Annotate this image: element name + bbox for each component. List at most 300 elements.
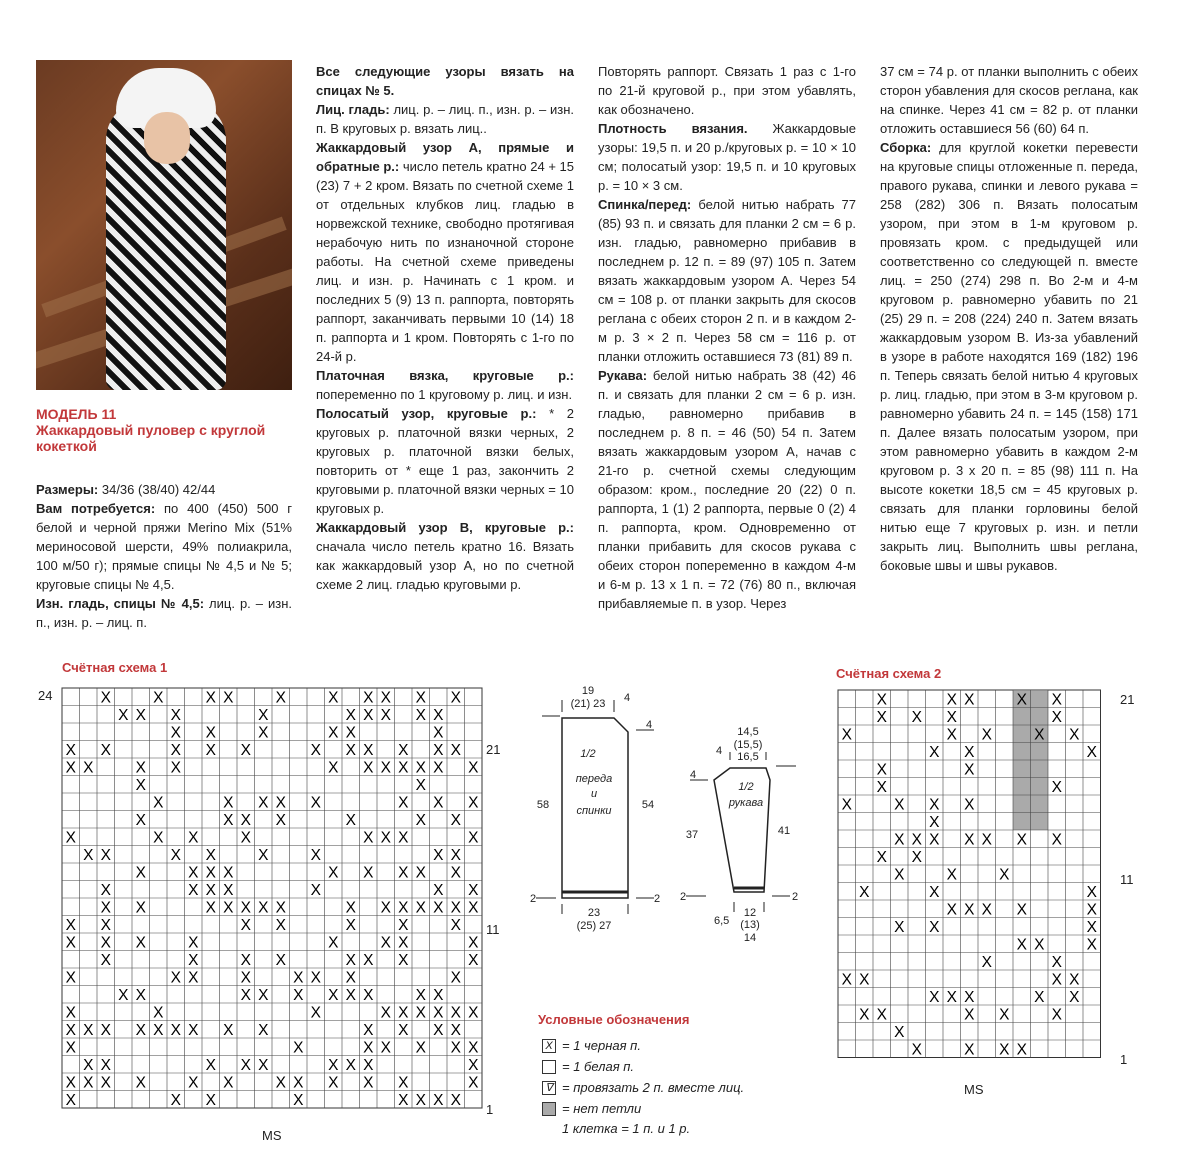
stitch-black: X [433,987,444,1004]
stitch-black: X [468,1057,479,1074]
stitch-black: X [964,796,975,814]
col2-paragraph: Плотность вязания. Жаккардовые узоры: 19,5 п. и 20 р./круговых р. = 10 × 10 см; полосатый узор: 19,5 п. и 10 круговых р. = 10 × 3 см. [598,121,856,193]
stitch-black: X [345,742,356,759]
stitch-black: X [415,777,426,794]
stitch-black: X [205,864,216,882]
stitch-black: X [328,759,339,777]
stitch-black: X [240,969,251,987]
stitch-black: X [450,917,461,934]
stitch-black: X [328,864,339,882]
stitch-black: X [363,1022,374,1039]
sleeve-left-dim: 37 [685,829,699,841]
col2-paragraph: Рукава: белой нитью набрать 38 (42) 46 п. и связать для планки 2 см = 6 р. изн. гладью, равномерно прибавив в последнем р. 8 п. = 46 (50) 54 п. Затем вязать жаккардовым узором А, начав с 21-го р. счетной схемы следующим образом: кром., последние 20 (22) 0 п. раппорта, 1 (1) 2 раппорта, первые 0 (2) 4 п. раппорта, кром. Одновременно от планки прибавить для скосов рукава с обеих сторон попеременно в каждом 4-м и 6-м р. 13 х 1 п. = 72 (76) 80 п., включая прибавляемые п. в узор. Через [598,368,856,611]
stitch-black: X [894,866,905,884]
stitch-black: X [894,1024,905,1041]
stitch-black: X [100,1074,111,1092]
stitch-black: X [415,1092,426,1109]
stitch-black: X [398,759,409,777]
stitch-black: X [83,1057,94,1074]
sleeve-bot-dim2: (13) [740,919,760,931]
stitch-black: X [876,1006,887,1024]
stitch-black: X [328,987,339,1004]
stitch-black: X [964,691,975,709]
col3-paragraph: Сборка: для круглой кокетки перевести на круговые спицы отложенные п. переда, правого рукава, спинки и левого рукава = 258 (282) 306 п. Вязать полосатым узором, при этом в 1-м круговом р. провязать кром. с предыдущей или соответственно со следующей п. вместе лиц. = 250 (274) 298 п. Во 2-м и 4-м круговом р. равномерно убавить по 21 (25) 29 п. = 208 (224) 240 п. Затем вязать жаккардовым узором В. Из-за убавлений в узоре в работе находятся 169 (182) 196 п. Теперь связать белой нитью 4 круговых р. лиц. гладью, при этом в 3-м круговом р. равномерно убавить 24 п. = 145 (158) 171 п. Далее вязать полосатым узором, при этом равномерно убавить в каждом 2-м круговом р. 3 х 20 п. = 85 (98) 111 п. На высоте кокетки 18,5 см = 45 круговых р. связать для планки горловины белой нитью еще 7 круговых р. изн. и петли закрыть лиц. Выполнить швы реглана, боковые швы и швы рукавов. [880,140,1138,573]
stitch-black: X [450,847,461,864]
stitch-black: X [100,742,111,759]
stitch-black: X [1069,971,1080,989]
stitch-black: X [876,779,887,796]
chart1-title: Счётная схема 1 [62,660,168,675]
stitch-black: X [398,952,409,969]
stitch-black: X [981,954,992,971]
stitch-black: X [188,829,199,847]
stitch-black: X [100,847,111,864]
stitch-black: X [345,724,356,742]
stitch-black: X [1051,954,1062,971]
stitch-black: X [65,759,76,777]
stitch-black: X [415,987,426,1004]
stitch-black: X [1016,936,1027,954]
stitch-black: X [1086,901,1097,919]
stitch-black: X [398,934,409,952]
col2-paragraph: Повторять раппорт. Связать 1 раз с 1-го по 21-й круговой р., при этом убавлять, как обозначено. [598,64,856,117]
stitch-black: X [65,742,76,759]
col3-paragraph: 37 см = 74 р. от планки выполнить с обеих сторон убавления для скосов реглана, как на спинке. Через 41 см = 82 р. от планки отложить оставшиеся 56 (60) 64 п. [880,64,1138,136]
sleeve-right-2: 2 [792,891,799,903]
stitch-black: X [468,1004,479,1022]
stitch-black: X [135,899,146,917]
stitch-black: X [205,742,216,759]
stitch-black: X [240,742,251,759]
stitch-black: X [223,864,234,882]
stitch-black: X [205,689,216,707]
stitch-black: X [929,884,940,901]
stitch-black: X [258,899,269,917]
stitch-black: X [450,899,461,917]
legend-white-icon [542,1060,556,1074]
stitch-black: X [1051,779,1062,796]
stitch-black: X [380,759,391,777]
stitch-black: X [1016,691,1027,709]
stitch-black: X [275,794,286,812]
stitch-black: X [398,829,409,847]
col1-paragraph: Все следующие узоры вязать на спицах № 5. [316,64,574,98]
stitch-black: X [328,934,339,952]
stitch-black: X [135,987,146,1004]
stitch-black: X [946,691,957,709]
stitch-black: X [170,724,181,742]
stitch-black: X [65,1004,76,1022]
sleeve-right-dim: 41 [777,825,791,837]
stitch-black: X [100,689,111,707]
stitch-black: X [433,724,444,742]
stitch-black: X [258,987,269,1004]
stitch-black: X [398,742,409,759]
body-bot-dim2: (25) 27 [576,920,612,932]
stitch-black: X [433,1022,444,1039]
stitch-black: X [188,1022,199,1039]
stitch-black: X [1086,884,1097,901]
stitch-black: X [929,814,940,831]
stitch-black: X [223,1074,234,1092]
chart1-ms: MS [262,1128,282,1143]
stitch-black: X [946,726,957,744]
body-label-2: переда [575,773,613,785]
stitch-black: X [911,849,922,866]
stitch-black: X [946,901,957,919]
stitch-black: X [328,1057,339,1074]
stitch-black: X [135,759,146,777]
stitch-black: X [964,901,975,919]
stitch-black: X [100,899,111,917]
stitch-black: X [310,742,321,759]
stitch-black: X [363,1057,374,1074]
stitch-black: X [433,794,444,812]
stitch-black: X [275,812,286,829]
stitch-black: X [398,1022,409,1039]
stitch-black: X [153,689,164,707]
stitch-black: X [188,969,199,987]
stitch-black: X [135,1074,146,1092]
stitch-black: X [1069,726,1080,744]
col0-paragraph: Вам потребуется: по 400 (450) 500 г белой и черной пряжи Merino Mix (51% мериносовой шерсти, 49% полиакрила, 100 м/50 г); прямые спицы № 4,5 и № 5; круговые спицы № 4,5. [36,501,292,592]
stitch-black: X [223,882,234,899]
stitch-black: X [65,917,76,934]
col1-paragraph: Платочная вязка, круговые р.: попеременно по 1 круговому р. лиц. и изн. [316,368,574,402]
stitch-black: X [293,1039,304,1057]
stitch-black: X [415,707,426,724]
stitch-black: X [415,1039,426,1057]
stitch-black: X [223,899,234,917]
stitch-black: X [310,794,321,812]
stitch-black: X [118,707,129,724]
stitch-black: X [398,864,409,882]
stitch-black: X [258,794,269,812]
stitch-black: X [363,1039,374,1057]
stitch-black: X [415,864,426,882]
stitch-black: X [1086,936,1097,954]
stitch-black: X [876,691,887,709]
col1-paragraph: Жаккардовый узор В, круговые р.: сначала число петель кратно 16. Вязать как жаккардовый узор А, но по счетной схеме 2 лиц. гладью круговыми р. [316,520,574,592]
stitch-black: X [433,882,444,899]
stitch-black: X [468,952,479,969]
body-right-dim: 54 [641,799,655,811]
stitch-black: X [100,917,111,934]
stitch-black: X [310,969,321,987]
stitch-black: X [345,969,356,987]
legend-black: = 1 черная п. [562,1038,641,1053]
stitch-black: X [859,971,870,989]
body-bot-dim: 23 [587,907,601,919]
stitch-black: X [153,1004,164,1022]
stitch-black: X [468,829,479,847]
stitch-black: X [188,934,199,952]
stitch-black: X [450,1022,461,1039]
stitch-black: X [153,1022,164,1039]
stitch-black: X [1051,709,1062,726]
stitch-black: X [999,1006,1010,1024]
stitch-black: X [929,744,940,761]
stitch-black: X [83,759,94,777]
stitch-black: X [981,901,992,919]
stitch-black: X [65,1022,76,1039]
body-left-2: 2 [530,893,537,905]
stitch-black: X [345,1057,356,1074]
stitch-black: X [223,1022,234,1039]
stitch-black: X [1034,936,1045,954]
stitch-black: X [310,882,321,899]
stitch-black: X [240,829,251,847]
stitch-black: X [363,742,374,759]
stitch-black: X [310,1004,321,1022]
stitch-black: X [450,864,461,882]
stitch-black: X [223,689,234,707]
body-left-dim: 58 [536,799,550,811]
stitch-black: X [258,847,269,864]
legend-none: = нет петли [562,1101,642,1116]
stitch-black: X [468,882,479,899]
stitch-black: X [205,847,216,864]
stitch-black: X [468,794,479,812]
stitch-black: X [240,1057,251,1074]
stitch-black: X [946,989,957,1006]
chart2-ms: MS [964,1082,984,1097]
stitch-black: X [135,864,146,882]
sleeve-side-dim: 6,5 [714,915,730,927]
stitch-black: X [240,987,251,1004]
stitch-black: X [433,1004,444,1022]
stitch-black: X [65,1092,76,1109]
stitch-black: X [170,847,181,864]
stitch-black: X [859,884,870,901]
stitch-black: X [205,882,216,899]
stitch-black: X [293,969,304,987]
stitch-black: X [345,917,356,934]
stitch-black: X [205,724,216,742]
stitch-black: X [929,989,940,1006]
stitch-black: X [205,1092,216,1109]
sleeve-top-dim3: 16,5 [737,751,759,763]
stitch-black: X [83,847,94,864]
stitch-black: X [415,689,426,707]
stitch-black: X [398,899,409,917]
stitch-black: X [170,707,181,724]
stitch-black: X [1034,989,1045,1006]
sleeve-left-2: 2 [680,891,687,903]
body-top-dim2: (21) 23 [570,698,606,710]
stitch-black: X [188,882,199,899]
sleeve-top-4: 4 [716,745,723,757]
stitch-black: X [380,1039,391,1057]
stitch-black: X [981,831,992,849]
stitch-black: X [345,899,356,917]
stitch-black: X [468,759,479,777]
stitch-black: X [415,812,426,829]
stitch-black: X [240,952,251,969]
stitch-black: X [65,969,76,987]
stitch-black: X [1051,831,1062,849]
stitch-black: X [135,777,146,794]
chart2-title: Счётная схема 2 [836,666,942,681]
body-label-4: спинки [576,805,612,817]
stitch-black: X [398,917,409,934]
stitch-black: X [964,989,975,1006]
col2-paragraph: Спинка/перед: белой нитью набрать 77 (85) 93 п. и связать для планки 2 см = 6 р. изн. гладью, равномерно прибавив в последнем р. 12 п. = 89 (97) 105 п. Затем вязать жаккардовым узором А. Через 54 см = 108 р. от планки закрыть для скосов реглана с обеих сторон 2 п. и в каждом 2-м р. 3 × 2 п. Через 58 см = 116 р. от планки отложить оставшиеся 73 (81) 89 п. [598,197,856,364]
legend-white: = 1 белая п. [562,1059,635,1074]
stitch-black: X [380,1004,391,1022]
legend-foot: 1 клетка = 1 п. и 1 р. [562,1121,691,1136]
legend-black-icon: X [542,1039,556,1053]
stitch-black: X [468,1039,479,1057]
stitch-black: X [100,934,111,952]
body-right-2: 2 [654,893,661,905]
stitch-black: X [450,1092,461,1109]
stitch-black: X [433,1092,444,1109]
stitch-black: X [450,1004,461,1022]
stitch-black: X [929,831,940,849]
legend-dec-icon: ∇ [542,1081,556,1095]
stitch-black: X [170,742,181,759]
chart1-row-top: 24 [38,688,53,703]
stitch-black: X [135,812,146,829]
stitch-black: X [65,934,76,952]
sleeve-top-dim: 14,5 [737,726,759,738]
stitch-black: X [450,689,461,707]
stitch-black: X [929,796,940,814]
stitch-black: X [258,724,269,742]
stitch-black: X [380,689,391,707]
stitch-black: X [1086,744,1097,761]
stitch-black: X [170,759,181,777]
stitch-black: X [363,829,374,847]
stitch-black: X [293,1092,304,1109]
chart2-row-21: 21 [1120,692,1135,707]
stitch-black: X [929,919,940,936]
sleeve-left-4: 4 [690,769,697,781]
stitch-black: X [946,709,957,726]
stitch-black: X [450,1039,461,1057]
body-top-4: 4 [624,692,631,704]
chart1-row-11: 11 [486,922,500,937]
stitch-black: X [450,969,461,987]
stitch-black: X [170,1092,181,1109]
stitch-black: X [363,759,374,777]
legend [538,1012,744,1136]
stitch-black: X [65,1074,76,1092]
sleeve-bot-dim3: 14 [743,932,757,944]
stitch-black: X [345,707,356,724]
stitch-black: X [415,759,426,777]
stitch-black: X [83,1022,94,1039]
stitch-black: X [275,899,286,917]
chart1-row-21: 21 [486,742,501,757]
stitch-black: X [876,761,887,779]
stitch-black: X [135,707,146,724]
stitch-black: X [275,1074,286,1092]
stitch-black: X [240,917,251,934]
stitch-black: X [911,831,922,849]
col0-paragraph: Изн. гладь, спицы № 4,5: лиц. р. – изн. п., изн. р. – лиц. п. [36,596,293,630]
stitch-black: X [170,1022,181,1039]
stitch-black: X [859,1006,870,1024]
stitch-black: X [1016,901,1027,919]
legend-title: Условные обозначения [538,1012,690,1027]
stitch-black: X [188,864,199,882]
stitch-black: X [894,831,905,849]
stitch-black: X [1051,691,1062,709]
stitch-black: X [240,812,251,829]
stitch-black: X [310,847,321,864]
stitch-black: X [100,1022,111,1039]
stitch-black: X [135,1022,146,1039]
stitch-black: X [894,919,905,936]
stitch-black: X [433,742,444,759]
stitch-black: X [398,1004,409,1022]
stitch-black: X [841,796,852,814]
stitch-black: X [468,899,479,917]
stitch-black: X [188,952,199,969]
stitch-black: X [363,952,374,969]
stitch-black: X [83,1074,94,1092]
stitch-black: X [999,1041,1010,1059]
body-right-4: 4 [646,719,653,731]
stitch-black: X [1051,1006,1062,1024]
stitch-black: X [170,969,181,987]
sleeve-bot-dim: 12 [743,907,757,919]
stitch-black: X [964,744,975,761]
stitch-black: X [293,987,304,1004]
stitch-black: X [964,761,975,779]
stitch-black: X [911,709,922,726]
stitch-black: X [240,899,251,917]
stitch-black: X [345,952,356,969]
stitch-black: X [363,864,374,882]
stitch-black: X [964,831,975,849]
col1-paragraph: Жаккардовый узор А, прямые и обратные р.: число петель кратно 24 + 15 (23) 7 + 2 кром. Вязать по счетной схеме 1 от отдельных клубков лиц. гладью в норвежской технике, свободно протягивая нерабочую нить по изнаночной стороне работы. На счетной схеме приведены лиц. и изн. р. Начинать с 1 кром. и последних 5 (9) 13 п. раппорта, повторять раппорт, заканчивать первыми 10 (14) 18 п. раппорта и 1 кром. Повторять с 1-го по 24-й р. [316,140,574,364]
stitch-black: X [450,742,461,759]
stitch-black: X [275,917,286,934]
stitch-black: X [153,829,164,847]
col1-paragraph: Лиц. гладь: лиц. р. – лиц. п., изн. р. – изн. п. В круговых р. вязать лиц.. [316,102,575,136]
chart2-row-1: 1 [1120,1052,1128,1067]
stitch-black: X [363,1074,374,1092]
stitch-black: X [1051,971,1062,989]
stitch-black: X [398,794,409,812]
stitch-black: X [205,1057,216,1074]
stitch-black: X [363,987,374,1004]
col1-paragraph: Полосатый узор, круговые р.: * 2 круговых р. платочной вязки черных, 2 круговых р. платочной вязки белых, повторить от * еще 1 раз, закончить 2 круговыми р. платочной вязки черных = 10 круговых р. [316,406,574,516]
stitch-black: X [223,794,234,812]
stitch-black: X [1034,726,1045,744]
legend-none-icon [542,1102,556,1116]
sleeve-label-2: рукава [728,797,764,809]
stitch-black: X [433,707,444,724]
body-label-1: 1/2 [580,748,596,760]
stitch-black: X [468,1074,479,1092]
stitch-black: X [415,1004,426,1022]
stitch-black: X [981,726,992,744]
stitch-black: X [964,1006,975,1024]
stitch-black: X [876,709,887,726]
stitch-black: X [65,1039,76,1057]
stitch-black: X [363,689,374,707]
stitch-black: X [275,952,286,969]
stitch-black: X [999,866,1010,884]
stitch-black: X [1069,989,1080,1006]
stitch-black: X [964,1041,975,1059]
sleeve-label-1: 1/2 [738,781,754,793]
stitch-black: X [1016,1041,1027,1059]
